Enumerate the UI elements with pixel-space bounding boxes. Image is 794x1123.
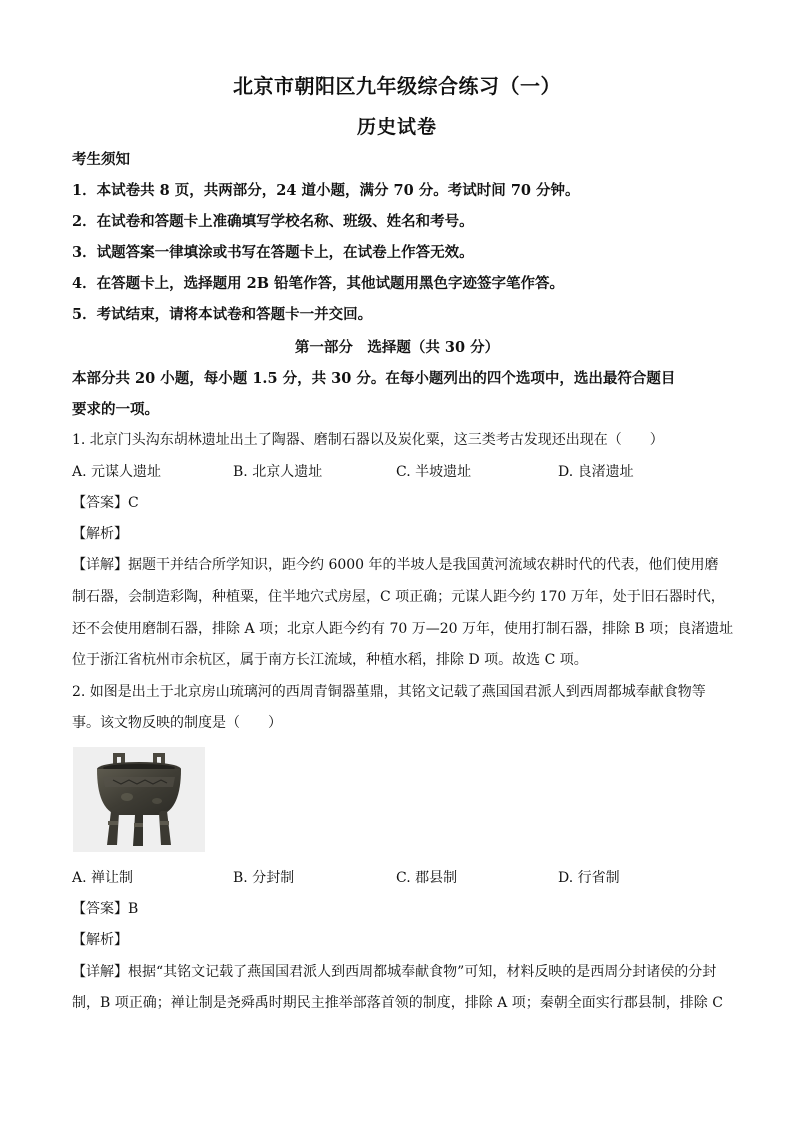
bronze-ding-illustration [73, 747, 205, 852]
section-intro: 要求的一项。 [72, 401, 159, 418]
option-d: D. 行省制 [558, 870, 620, 886]
detail-line: 【详解】根据“其铭文记载了燕国国君派人到西周都城奉献食物”可知，材料反映的是西周分封诸侯的分封 [72, 964, 717, 980]
option-c: C. 半坡遗址 [396, 464, 472, 480]
notice-item: 4．在答题卡上，选择题用 2B 铅笔作答，其他试题用黑色字迹签字笔作答。 [72, 275, 565, 292]
answer-line: 【答案】C [72, 495, 139, 511]
question-stem: 事。该文物反映的制度是（ ） [72, 715, 282, 731]
option-d: D. 良渚遗址 [558, 464, 634, 480]
detail-line: 【详解】据题干并结合所学知识，距今约 6000 年的半坡人是我国黄河流域农耕时代的代表，他们使用磨 [72, 557, 719, 573]
section-heading: 第一部分 选择题（共 30 分） [294, 339, 500, 356]
notice-item: 5．考试结束，请将本试卷和答题卡一并交回。 [72, 306, 373, 323]
notice-item: 2．在试卷和答题卡上准确填写学校名称、班级、姓名和考号。 [72, 213, 474, 230]
option-c: C. 郡县制 [396, 870, 458, 886]
section-intro: 本部分共 20 小题，每小题 1.5 分，共 30 分。在每小题列出的四个选项中，选出最符合题目 [72, 370, 676, 387]
detail-line: 制石器，会制造彩陶，种植粟，住半地穴式房屋，C 项正确；元谋人距今约 170 万年，处于旧石器时代， [72, 589, 725, 605]
answer-line: 【答案】B [72, 901, 139, 917]
option-a: A. 元谋人遗址 [72, 464, 162, 480]
option-b: B. 北京人遗址 [233, 464, 323, 480]
detail-line: 位于浙江省杭州市余杭区，属于南方长江流域，种植水稻，排除 D 项。故选 C 项。 [72, 652, 588, 668]
option-b: B. 分封制 [233, 870, 295, 886]
notice-item: 3．试题答案一律填涂或书写在答题卡上，在试卷上作答无效。 [72, 244, 474, 261]
page-title: 北京市朝阳区九年级综合练习（一） [233, 74, 561, 98]
bronze-ding-image [73, 747, 205, 852]
detail-line: 还不会使用磨制石器，排除 A 项；北京人距今约有 70 万—20 万年，使用打制石器，排除 B 项；良渚遗址 [72, 621, 734, 637]
analysis-label: 【解析】 [72, 932, 128, 948]
page-subtitle: 历史试卷 [356, 116, 437, 138]
question-stem: 2. 如图是出土于北京房山琉璃河的西周青铜器堇鼎，其铭文记载了燕国国君派人到西周都城奉献食物等 [72, 684, 706, 700]
option-a: A. 禅让制 [72, 870, 134, 886]
analysis-label: 【解析】 [72, 526, 128, 542]
notice-heading: 考生须知 [72, 151, 130, 168]
detail-line: 制，B 项正确；禅让制是尧舜禹时期民主推举部落首领的制度，排除 A 项；秦朝全面实行郡县制，排除 C [72, 995, 723, 1011]
question-stem: 1. 北京门头沟东胡林遗址出土了陶器、磨制石器以及炭化粟，这三类考古发现还出现在（ ） [72, 432, 664, 448]
notice-item: 1．本试卷共 8 页，共两部分，24 道小题，满分 70 分。考试时间 70 分钟。 [72, 182, 580, 199]
